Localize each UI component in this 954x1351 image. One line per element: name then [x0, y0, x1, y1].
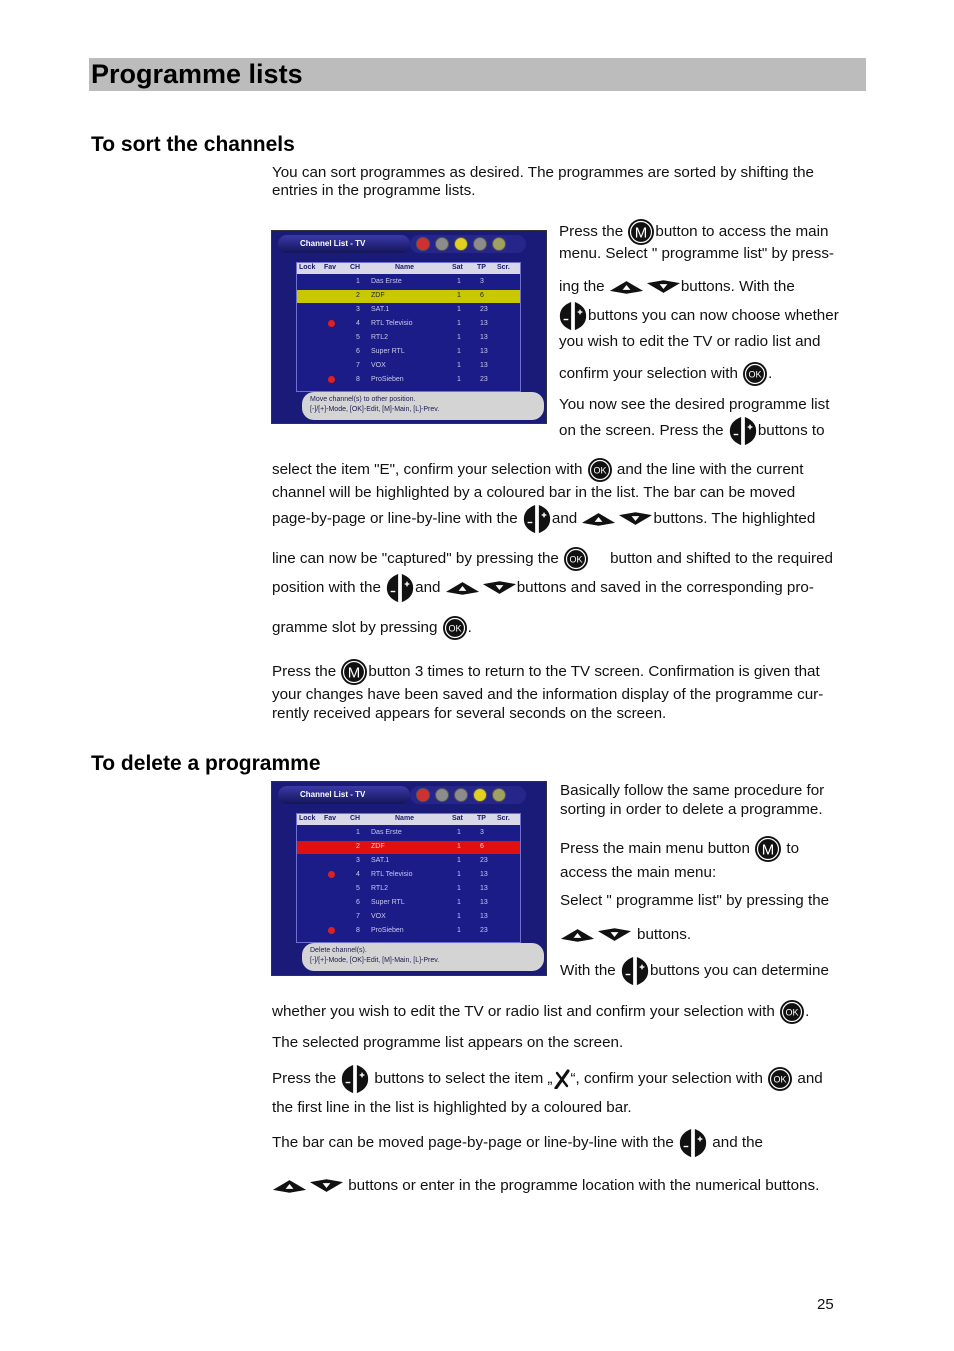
up-down-arrow-icon	[581, 511, 653, 527]
channel-tp: 13	[480, 348, 488, 355]
channel-sat: 1	[457, 857, 461, 864]
channel-sat: 1	[457, 376, 461, 383]
table-row	[297, 911, 520, 924]
table-row	[297, 276, 520, 289]
tv-toolbar-icons	[410, 235, 526, 253]
channel-tp: 13	[480, 320, 488, 327]
channel-sat: 1	[457, 292, 461, 299]
delete-line-2: sorting in order to delete a programme.	[560, 801, 823, 818]
channel-name: VOX	[371, 913, 386, 920]
delete-line-7: With the buttons you can determine	[560, 954, 829, 988]
channel-name: Super RTL	[371, 899, 405, 906]
sort-line-11: page-by-page or line-by-line with the and buttons. The highlighted	[272, 502, 815, 536]
channel-tp: 23	[480, 376, 488, 383]
sort-line-12: line can now be "captured" by pressing the button and shifted to the required	[272, 546, 833, 572]
table-row	[297, 318, 520, 331]
channel-tp: 23	[480, 306, 488, 313]
table-row	[297, 360, 520, 373]
lock-icon	[328, 320, 335, 327]
ok-button-icon	[587, 457, 613, 483]
channel-tp: 6	[480, 843, 484, 850]
channel-tp: 23	[480, 857, 488, 864]
channel-number: 7	[356, 362, 360, 369]
minus-plus-icon	[522, 502, 552, 536]
add-icon	[492, 237, 506, 251]
delete-x-icon	[553, 1069, 571, 1089]
table-row	[297, 897, 520, 910]
sort-line-14: gramme slot by pressing .	[272, 615, 472, 641]
channel-number: 4	[356, 320, 360, 327]
minus-plus-icon	[678, 1126, 708, 1160]
channel-number: 5	[356, 334, 360, 341]
channel-name: RTL Televisio	[371, 320, 413, 327]
channel-sat: 1	[457, 829, 461, 836]
channel-sat: 1	[457, 306, 461, 313]
tv-footer: Delete channel(s). [-]/[+]-Mode, [OK]-Edit, [M]-Main, [L]-Prev.	[302, 943, 544, 971]
channel-name: SAT.1	[371, 306, 390, 313]
sort-channel-list-screenshot	[271, 230, 547, 424]
channel-name: Das Erste	[371, 278, 402, 285]
lock-icon	[328, 376, 335, 383]
delete-line-13: buttons or enter in the programme location with the numerical buttons.	[272, 1177, 819, 1196]
channel-number: 2	[356, 292, 360, 299]
channel-name: ZDF	[371, 843, 385, 850]
channel-sat: 1	[457, 913, 461, 920]
sort-line-8: on the screen. Press the buttons to	[559, 414, 825, 448]
sort-line-10: channel will be highlighted by a coloured bar in the list. The bar can be moved	[272, 484, 796, 501]
sort-line-15: Press the button 3 times to return to the TV screen. Confirmation is given that	[272, 658, 820, 686]
m-button-icon	[754, 835, 782, 863]
ok-button-icon	[767, 1066, 793, 1092]
channel-name: RTL2	[371, 334, 388, 341]
channel-name: RTL2	[371, 885, 388, 892]
channel-sat: 1	[457, 843, 461, 850]
delete-line-9: The selected programme list appears on the screen.	[272, 1034, 624, 1051]
move-icon	[454, 237, 468, 251]
lock-icon	[328, 927, 335, 934]
delete-line-6: buttons.	[560, 926, 691, 945]
ok-button-icon	[742, 361, 768, 387]
channel-table	[296, 262, 521, 392]
channel-number: 5	[356, 885, 360, 892]
sort-line-4: buttons you can now choose whether	[558, 299, 839, 333]
sort-heading: To sort the channels	[91, 133, 295, 156]
channel-number: 1	[356, 278, 360, 285]
delete-icon	[473, 788, 487, 802]
channel-number: 7	[356, 913, 360, 920]
sort-line-9: select the item "E", confirm your selection with and the line with the current	[272, 457, 803, 483]
lock-icon	[328, 871, 335, 878]
tv-header: Channel List - TV	[278, 235, 410, 253]
add-icon	[492, 788, 506, 802]
move-icon	[454, 788, 468, 802]
channel-number: 8	[356, 927, 360, 934]
delete-icon	[473, 237, 487, 251]
m-button-icon	[627, 218, 655, 246]
channel-tp: 13	[480, 899, 488, 906]
lock-icon	[416, 788, 430, 802]
sort-intro-1: You can sort programmes as desired. The programmes are sorted by shifting the	[272, 164, 814, 181]
channel-sat: 1	[457, 320, 461, 327]
up-down-arrow-icon	[445, 580, 517, 596]
channel-tp: 13	[480, 885, 488, 892]
table-row	[297, 290, 520, 303]
minus-plus-icon	[385, 571, 415, 605]
channel-tp: 13	[480, 913, 488, 920]
channel-tp: 13	[480, 871, 488, 878]
channel-tp: 23	[480, 927, 488, 934]
channel-number: 2	[356, 843, 360, 850]
channel-number: 8	[356, 376, 360, 383]
delete-line-8: whether you wish to edit the TV or radio list and confirm your selection with .	[272, 999, 809, 1025]
sort-line-7: You now see the desired programme list	[559, 396, 830, 413]
ok-button-icon	[779, 999, 805, 1025]
up-down-arrow-icon	[560, 927, 632, 943]
tv-icon	[435, 237, 449, 251]
channel-name: Das Erste	[371, 829, 402, 836]
sort-line-5: you wish to edit the TV or radio list and	[559, 333, 821, 350]
table-row	[297, 827, 520, 840]
channel-table	[296, 813, 521, 943]
m-button-icon	[340, 658, 368, 686]
table-row	[297, 869, 520, 882]
minus-plus-icon	[558, 299, 588, 333]
lock-icon	[416, 237, 430, 251]
table-row	[297, 346, 520, 359]
table-row	[297, 332, 520, 345]
channel-name: RTL Televisio	[371, 871, 413, 878]
sort-line-2: menu. Select " programme list" by press-	[559, 245, 834, 262]
channel-sat: 1	[457, 885, 461, 892]
channel-name: ZDF	[371, 292, 385, 299]
tv-footer: Move channel(s) to other position. [-]/[+]-Mode, [OK]-Edit, [M]-Main, [L]-Prev.	[302, 392, 544, 420]
page-title-bar	[89, 58, 866, 91]
delete-heading: To delete a programme	[91, 752, 321, 775]
table-row	[297, 925, 520, 938]
channel-number: 3	[356, 306, 360, 313]
delete-line-5: Select " programme list" by pressing the	[560, 892, 830, 909]
channel-name: VOX	[371, 362, 386, 369]
minus-plus-icon	[728, 414, 758, 448]
tv-header: Channel List - TV	[278, 786, 410, 804]
channel-sat: 1	[457, 362, 461, 369]
channel-tp: 6	[480, 292, 484, 299]
page-number: 25	[817, 1296, 834, 1313]
sort-line-13: position with the and buttons and saved in the corresponding pro-	[272, 571, 814, 605]
channel-sat: 1	[457, 871, 461, 878]
table-row	[297, 883, 520, 896]
channel-name: ProSieben	[371, 376, 404, 383]
channel-sat: 1	[457, 278, 461, 285]
ok-button-icon	[563, 546, 589, 572]
channel-sat: 1	[457, 927, 461, 934]
tv-toolbar-icons	[410, 786, 526, 804]
channel-number: 6	[356, 348, 360, 355]
channel-sat: 1	[457, 348, 461, 355]
delete-line-12: The bar can be moved page-by-page or line-by-line with the and the	[272, 1126, 763, 1160]
tv-icon	[435, 788, 449, 802]
channel-number: 3	[356, 857, 360, 864]
page-title: Programme lists	[91, 59, 303, 89]
delete-line-3: Press the main menu button to	[560, 835, 799, 863]
sort-intro-2: entries in the programme lists.	[272, 182, 476, 199]
up-down-arrow-icon	[272, 1178, 344, 1194]
table-row	[297, 304, 520, 317]
channel-number: 4	[356, 871, 360, 878]
channel-tp: 3	[480, 829, 484, 836]
delete-line-1: Basically follow the same procedure for	[560, 782, 825, 799]
up-down-arrow-icon	[609, 279, 681, 295]
channel-sat: 1	[457, 899, 461, 906]
delete-line-11: the first line in the list is highlighted by a coloured bar.	[272, 1099, 632, 1116]
ok-button-icon	[442, 615, 468, 641]
minus-plus-icon	[340, 1062, 370, 1096]
table-header: Lock Fav CH Name Sat TP Scr.	[297, 263, 520, 274]
sort-line-17: rently received appears for several seconds on the screen.	[272, 705, 667, 722]
delete-line-4: access the main menu:	[560, 864, 717, 881]
minus-plus-icon	[620, 954, 650, 988]
sort-line-3: ing the buttons. With the	[559, 278, 795, 295]
channel-tp: 13	[480, 362, 488, 369]
delete-line-10: Press the buttons to select the item „ “, confirm your selection with and	[272, 1062, 823, 1096]
channel-tp: 3	[480, 278, 484, 285]
channel-number: 1	[356, 829, 360, 836]
sort-line-6: confirm your selection with .	[559, 361, 772, 387]
channel-sat: 1	[457, 334, 461, 341]
table-row	[297, 855, 520, 868]
table-row	[297, 374, 520, 387]
table-row	[297, 841, 520, 854]
sort-line-16: your changes have been saved and the information display of the programme cur-	[272, 686, 824, 703]
sort-line-1: Press the button to access the main	[559, 218, 828, 246]
channel-number: 6	[356, 899, 360, 906]
channel-tp: 13	[480, 334, 488, 341]
channel-name: Super RTL	[371, 348, 405, 355]
table-header: Lock Fav CH Name Sat TP Scr.	[297, 814, 520, 825]
delete-channel-list-screenshot	[271, 781, 547, 976]
channel-name: SAT.1	[371, 857, 390, 864]
channel-name: ProSieben	[371, 927, 404, 934]
